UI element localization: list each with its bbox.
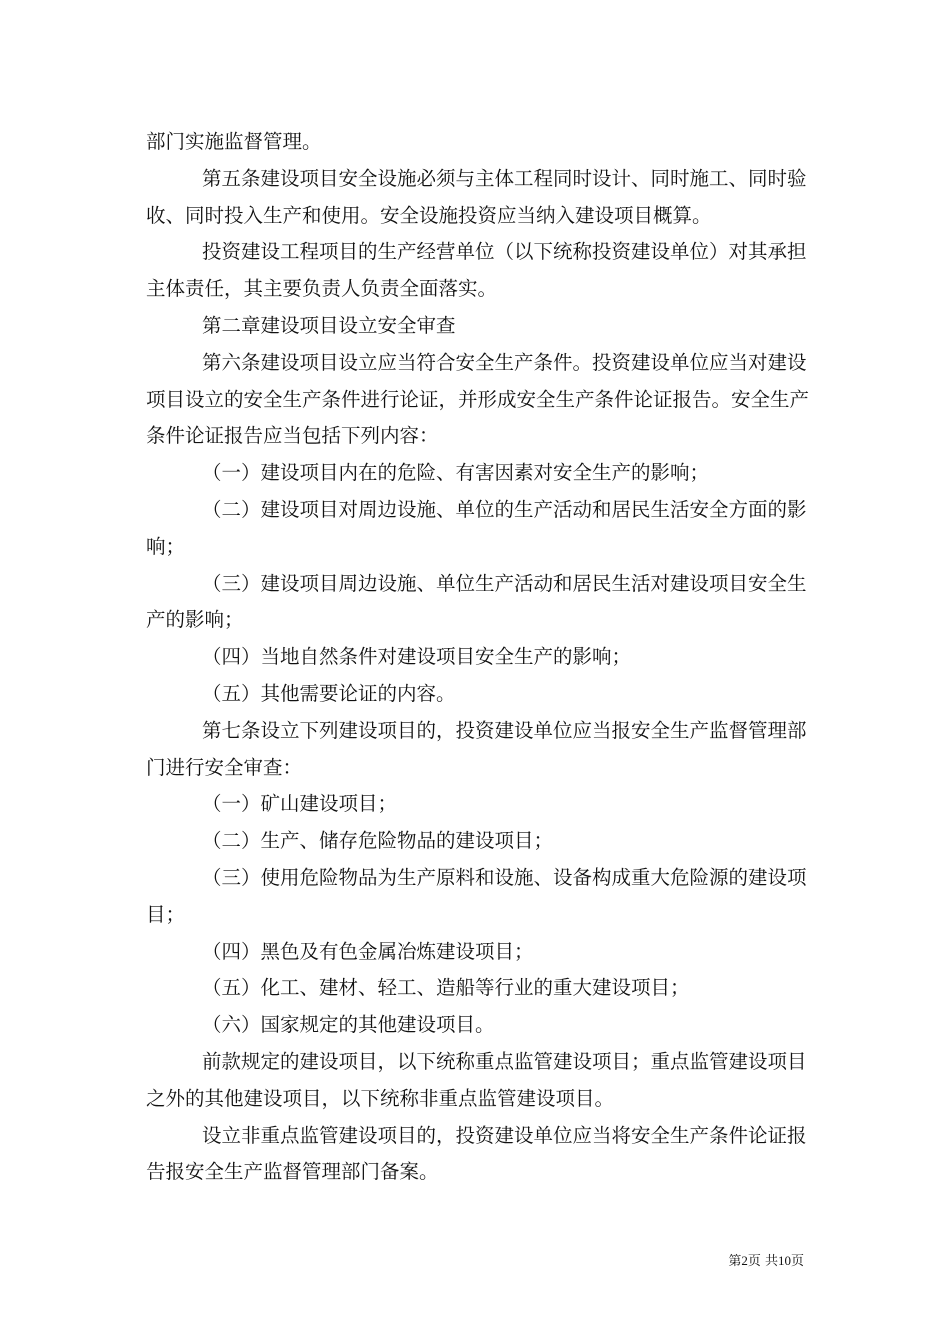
paragraph-article-7: 第七条设立下列建设项目的，投资建设单位应当报安全生产监督管理部门进行安全审查： (146, 718, 807, 779)
page-footer (728, 1250, 804, 1269)
document-body (146, 124, 818, 1191)
footer-middle: 页 共 (747, 1254, 778, 1269)
paragraph-1: 部门实施监督管理。 (146, 130, 322, 153)
list-item-7-5: （五）化工、建材、轻工、造船等行业的重大建设项目； (202, 976, 690, 1000)
footer-prefix: 第 (728, 1254, 742, 1269)
chapter-2-heading: 第二章建设项目设立安全审查 (202, 313, 456, 337)
list-item-7-1: （一）矿山建设项目； (202, 792, 398, 816)
paragraph-key-projects: 前款规定的建设项目，以下统称重点监管建设项目；重点监管建设项目之外的其他建设项目，以下统称非重点监管建设项目。 (146, 1049, 807, 1110)
list-item-6-2: （二）建设项目对周边设施、单位的生产活动和居民生活安全方面的影响； (146, 497, 807, 558)
list-item-7-3: （三）使用危险物品为生产原料和设施、设备构成重大危险源的建设项目； (146, 865, 807, 926)
paragraph-investor-responsibility: 投资建设工程项目的生产经营单位（以下统称投资建设单位）对其承担主体责任，其主要负责人负责全面落实。 (146, 240, 807, 301)
list-item-6-4: （四）当地自然条件对建设项目安全生产的影响； (202, 645, 632, 669)
list-item-7-6: （六）国家规定的其他建设项目。 (202, 1013, 495, 1037)
list-item-7-4: （四）黑色及有色金属冶炼建设项目； (202, 939, 534, 963)
footer-suffix: 页 (790, 1254, 804, 1269)
paragraph-non-key-projects: 设立非重点监管建设项目的，投资建设单位应当将安全生产条件论证报告报安全生产监督管理部门备案。 (146, 1123, 807, 1184)
footer-total-pages: 10 (777, 1253, 791, 1268)
list-item-6-3: （三）建设项目周边设施、单位生产活动和居民生活对建设项目安全生产的影响； (146, 571, 807, 632)
paragraph-article-6: 第六条建设项目设立应当符合安全生产条件。投资建设单位应当对建设项目设立的安全生产条件进行论证，并形成安全生产条件论证报告。安全生产条件论证报告应当包括下列内容： (146, 350, 810, 448)
footer-page-number: 2 (741, 1253, 748, 1268)
paragraph-article-5: 第五条建设项目安全设施必须与主体工程同时设计、同时施工、同时验收、同时投入生产和使用。安全设施投资应当纳入建设项目概算。 (146, 166, 807, 227)
list-item-7-2: （二）生产、储存危险物品的建设项目； (202, 829, 554, 853)
list-item-6-1: （一）建设项目内在的危险、有害因素对安全生产的影响； (202, 461, 710, 485)
list-item-6-5: （五）其他需要论证的内容。 (202, 681, 456, 705)
